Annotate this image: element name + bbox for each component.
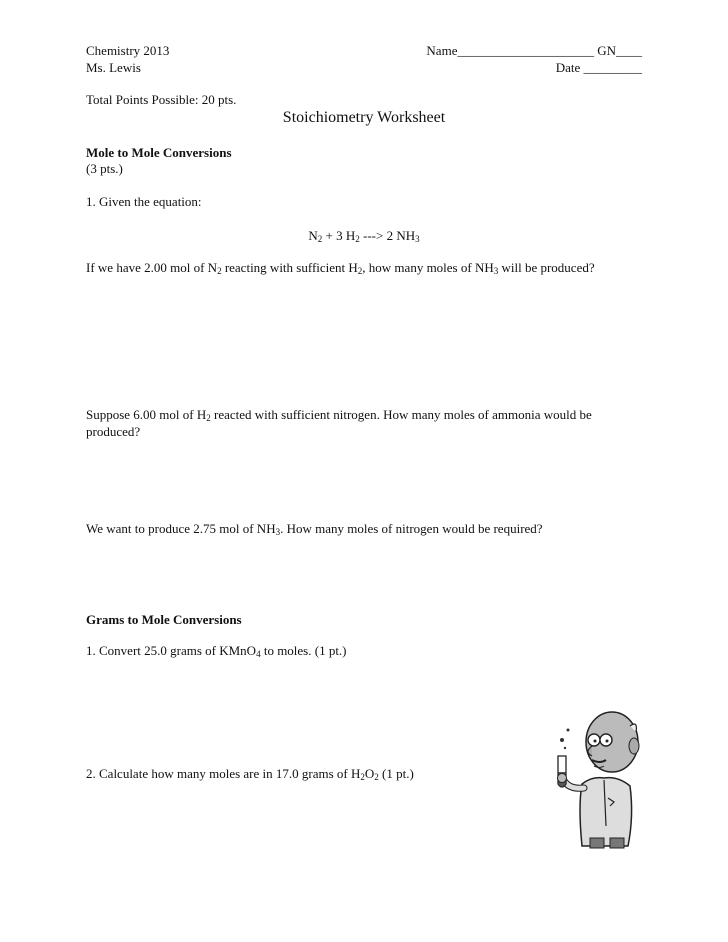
teacher-name: Ms. Lewis [86,59,141,75]
question-1b: Suppose 6.00 mol of $H_2$ reacted with sufficient nitrogen. How many moles of ammonia would be produced? [86,407,592,439]
header-left [86,43,169,77]
question-2-1: 1. Convert 25.0 grams of KMnO$_4$ to moles. (1 pt.) [86,643,347,659]
section-points: (3 pts.) [86,161,123,176]
section-heading-grams-to-mole: Grams to Mole Conversions [86,612,242,627]
chemical-equation: $N_2 + 3$ $H_2$ ---> 2 $NH_3$ [308,228,420,244]
question-1-intro: 1. Given the equation: [86,194,202,209]
section-heading-mole-to-mole: Mole to Mole Conversions [86,145,232,160]
page-title: Stoichiometry Worksheet [282,109,446,126]
course-name: Chemistry 2013 [86,43,170,58]
name-line: Name_____________________ GN____ [426,43,642,58]
question-2-2: 2. Calculate how many moles are in 17.0 grams of $H_2O_2$ (1 pt.) [86,766,414,782]
question-1a: If we have 2.00 mol of $N_2$ reacting with sufficient $H_2$, how many moles of $NH_3$ will be produced? [86,260,595,276]
question-1c: We want to produce 2.75 mol of $NH_3$. How many moles of nitrogen would be required? [86,521,543,537]
total-points: Total Points Possible: 20 pts. [86,92,237,107]
header-right [426,43,642,77]
scientist-clipart-icon [548,706,644,852]
date-line: Date _________ [555,59,642,75]
